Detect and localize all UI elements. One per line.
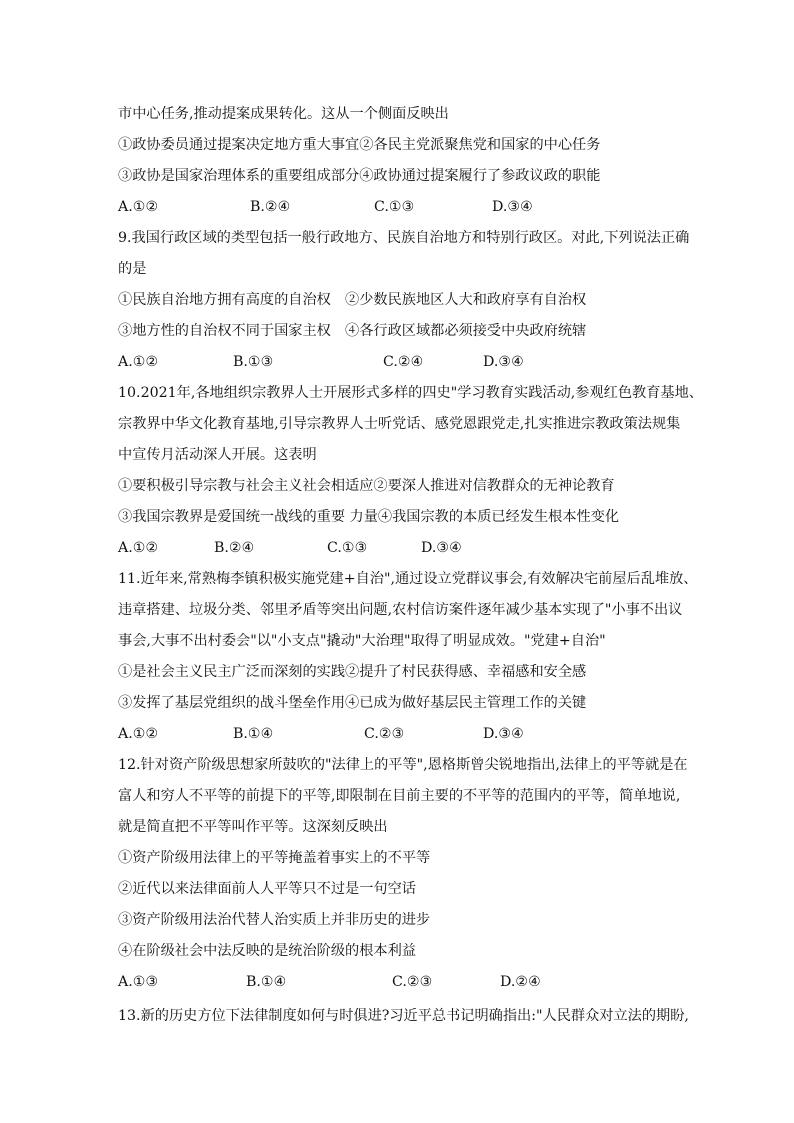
q11-stem-line-3: 事会,大事不出村委会"以"小支点"撬动"大治理"取得了明显成效。"党建+自治" — [118, 633, 606, 649]
q9-option-a: A.①② — [118, 354, 159, 370]
q12-stem-line-3: 就是简直把不平等叫作平等。这深刻反映出 — [118, 819, 388, 835]
q10-statement-3-4: ③我国宗教界是爱国统一战线的重要 力量④我国宗教的本质已经发生根本性变化 — [118, 509, 620, 525]
q10-stem-line-1: 10.2021年,各地组织宗教界人士开展形式多样的四史"学习教育实践活动,参观红色教育基地、 — [118, 385, 703, 401]
q11-statement-1-2: ①是社会主义民主广泛而深刻的实践②提升了村民获得感、幸福感和安全感 — [118, 664, 587, 680]
q10-statement-1-2: ①要积极引导宗教与社会主义社会相适应②要深人推进对信教群众的无神论教育 — [118, 478, 615, 494]
q9-option-d: D.③④ — [483, 354, 524, 370]
q8-option-b: B.②④ — [250, 199, 291, 215]
q8-stem: 市中心任务,推动提案成果转化。这从一个侧面反映出 — [118, 106, 449, 122]
q12-stem-line-1: 12.针对资产阶级思想家所鼓吹的"法律上的平等",恩格斯曾尖锐地指出,法律上的平等就是在 — [118, 757, 688, 773]
q10-stem-line-2: 宗教界中华文化教育基地,引导宗教界人士听党话、感党恩跟党走,扎实推进宗教政策法规集 — [118, 416, 681, 432]
q8-option-a: A.①② — [118, 199, 159, 215]
q9-option-b: B.①③ — [233, 354, 274, 370]
q11-option-d: D.③④ — [483, 726, 524, 742]
q8-statement-3-4: ③政协是国家治理体系的重要组成部分④政协通过提案履行了参政议政的职能 — [118, 168, 601, 184]
q8-option-c: C.①③ — [374, 199, 415, 215]
q12-stem-line-2: 富人和穷人不平等的前提下的平等,即限制在目前主要的不平等的范围内的平等，简单地说, — [118, 788, 681, 804]
q12-option-c: C.②③ — [392, 974, 433, 990]
q11-option-b: B.①④ — [233, 726, 274, 742]
q10-option-c: C.①③ — [327, 540, 368, 556]
q9-statement-1-2: ①民族自治地方拥有高度的自治权 ②少数民族地区人大和政府享有自治权 — [118, 292, 587, 308]
q11-option-c: C.②③ — [364, 726, 405, 742]
q12-statement-4: ④在阶级社会中法反映的是统治阶级的根本利益 — [118, 943, 416, 959]
q10-stem-line-3: 中宣传月活动深人开展。这表明 — [118, 447, 317, 463]
q12-option-d: D.②④ — [500, 974, 541, 990]
q10-option-b: B.②④ — [214, 540, 255, 556]
q12-option-a: A.①③ — [118, 974, 159, 990]
q12-statement-1: ①资产阶级用法律上的平等掩盖着事实上的不平等 — [118, 850, 431, 866]
q12-option-b: B.①④ — [246, 974, 287, 990]
q8-option-d: D.③④ — [492, 199, 533, 215]
q12-statement-3: ③资产阶级用法治代替人治实质上并非历史的进步 — [118, 912, 431, 928]
q10-option-d: D.③④ — [421, 540, 462, 556]
q8-statement-1-2: ①政协委员通过提案决定地方重大事宜②各民主党派聚焦党和国家的中心任务 — [118, 137, 601, 153]
q9-statement-3-4: ③地方性的自治权不同于国家主权 ④各行政区域都必须接受中央政府统辖 — [118, 323, 587, 339]
q11-option-a: A.①② — [118, 726, 159, 742]
q11-stem-line-1: 11.近年来,常熟梅李镇积极实施党建+自治",通过设立党群议事会,有效解决宅前屋后乱堆放、 — [118, 571, 698, 587]
q9-option-c: C.②④ — [383, 354, 424, 370]
q9-stem-line-1: 9.我国行政区域的类型包括一般行政地方、民族自治地方和特别行政区。对此,下列说法正确 — [118, 230, 690, 246]
q12-statement-2: ②近代以来法律面前人人平等只不过是一句空话 — [118, 881, 416, 897]
q11-stem-line-2: 违章搭建、垃圾分类、邻里矛盾等突出问题,农村信访案件逐年减少基本实现了"小事不出议 — [118, 602, 683, 618]
q9-stem-line-2: 的是 — [118, 261, 147, 277]
q11-statement-3-4: ③发挥了基层党组织的战斗堡垒作用④已成为做好基层民主管理工作的关键 — [118, 695, 587, 711]
q13-stem-line-1: 13.新的历史方位下法律制度如何与时俱进?习近平总书记明确指出:"人民群众对立法的期盼, — [118, 1008, 689, 1024]
q10-option-a: A.①② — [118, 540, 159, 556]
